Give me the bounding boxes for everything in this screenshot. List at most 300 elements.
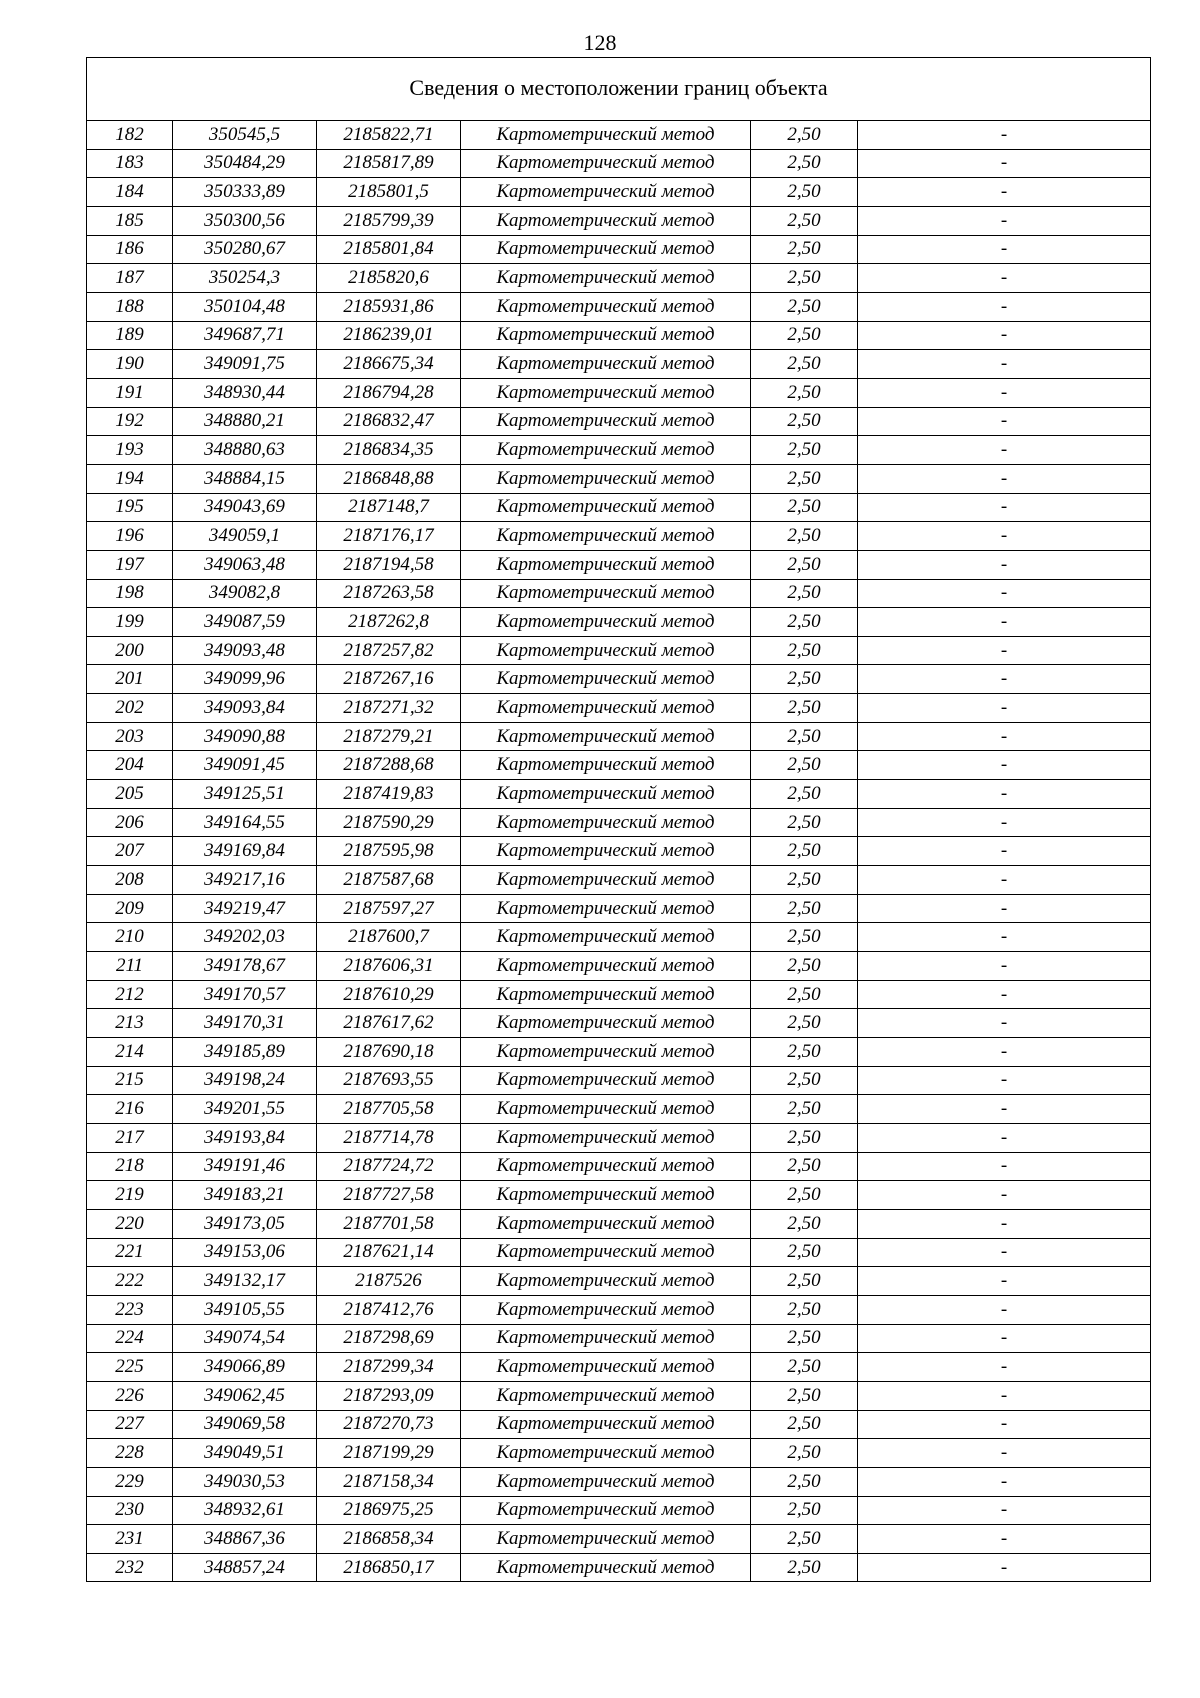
description-cell: -: [858, 1353, 1151, 1382]
y-coordinate-cell: 2187600,7: [317, 923, 461, 952]
point-number-cell: 223: [87, 1295, 173, 1324]
method-cell: Картометрический метод: [461, 149, 751, 178]
y-coordinate-cell: 2186832,47: [317, 407, 461, 436]
y-coordinate-cell: 2185801,5: [317, 178, 461, 207]
y-coordinate-cell: 2187621,14: [317, 1238, 461, 1267]
y-coordinate-cell: 2187714,78: [317, 1123, 461, 1152]
table-row: [87, 923, 1151, 952]
point-number-cell: 221: [87, 1238, 173, 1267]
description-cell: -: [858, 751, 1151, 780]
accuracy-cell: 2,50: [751, 1009, 858, 1038]
accuracy-cell: 2,50: [751, 780, 858, 809]
accuracy-cell: 2,50: [751, 321, 858, 350]
accuracy-cell: 2,50: [751, 1496, 858, 1525]
y-coordinate-cell: 2187701,58: [317, 1209, 461, 1238]
y-coordinate-cell: 2186850,17: [317, 1553, 461, 1582]
accuracy-cell: 2,50: [751, 436, 858, 465]
table-row: [87, 121, 1151, 150]
method-cell: Картометрический метод: [461, 1038, 751, 1067]
method-cell: Картометрический метод: [461, 121, 751, 150]
point-number-cell: 197: [87, 550, 173, 579]
y-coordinate-cell: 2186834,35: [317, 436, 461, 465]
point-number-cell: 184: [87, 178, 173, 207]
accuracy-cell: 2,50: [751, 350, 858, 379]
y-coordinate-cell: 2187419,83: [317, 780, 461, 809]
y-coordinate-cell: 2187617,62: [317, 1009, 461, 1038]
method-cell: Картометрический метод: [461, 1238, 751, 1267]
table-row: [87, 808, 1151, 837]
accuracy-cell: 2,50: [751, 1209, 858, 1238]
x-coordinate-cell: 348867,36: [173, 1525, 317, 1554]
point-number-cell: 217: [87, 1123, 173, 1152]
y-coordinate-cell: 2187158,34: [317, 1467, 461, 1496]
method-cell: Картометрический метод: [461, 694, 751, 723]
method-cell: Картометрический метод: [461, 407, 751, 436]
x-coordinate-cell: 349191,46: [173, 1152, 317, 1181]
method-cell: Картометрический метод: [461, 780, 751, 809]
table-row: [87, 1009, 1151, 1038]
table-row: [87, 1353, 1151, 1382]
method-cell: Картометрический метод: [461, 636, 751, 665]
x-coordinate-cell: 348884,15: [173, 464, 317, 493]
x-coordinate-cell: 349069,58: [173, 1410, 317, 1439]
description-cell: -: [858, 522, 1151, 551]
description-cell: -: [858, 378, 1151, 407]
method-cell: Картометрический метод: [461, 178, 751, 207]
table-row: [87, 1295, 1151, 1324]
method-cell: Картометрический метод: [461, 1496, 751, 1525]
table-row: [87, 235, 1151, 264]
point-number-cell: 190: [87, 350, 173, 379]
point-number-cell: 211: [87, 952, 173, 981]
table-row: [87, 751, 1151, 780]
description-cell: -: [858, 722, 1151, 751]
point-number-cell: 185: [87, 206, 173, 235]
accuracy-cell: 2,50: [751, 694, 858, 723]
description-cell: -: [858, 608, 1151, 637]
x-coordinate-cell: 349066,89: [173, 1353, 317, 1382]
description-cell: -: [858, 121, 1151, 150]
point-number-cell: 188: [87, 292, 173, 321]
accuracy-cell: 2,50: [751, 1295, 858, 1324]
table-row: [87, 1467, 1151, 1496]
x-coordinate-cell: 349099,96: [173, 665, 317, 694]
description-cell: -: [858, 149, 1151, 178]
accuracy-cell: 2,50: [751, 952, 858, 981]
y-coordinate-cell: 2187176,17: [317, 522, 461, 551]
y-coordinate-cell: 2187690,18: [317, 1038, 461, 1067]
table-row: [87, 1209, 1151, 1238]
point-number-cell: 196: [87, 522, 173, 551]
accuracy-cell: 2,50: [751, 121, 858, 150]
accuracy-cell: 2,50: [751, 1123, 858, 1152]
y-coordinate-cell: 2187412,76: [317, 1295, 461, 1324]
y-coordinate-cell: 2187606,31: [317, 952, 461, 981]
point-number-cell: 212: [87, 980, 173, 1009]
accuracy-cell: 2,50: [751, 923, 858, 952]
method-cell: Картометрический метод: [461, 579, 751, 608]
table-row: [87, 1525, 1151, 1554]
accuracy-cell: 2,50: [751, 980, 858, 1009]
x-coordinate-cell: 348930,44: [173, 378, 317, 407]
description-cell: -: [858, 464, 1151, 493]
method-cell: Картометрический метод: [461, 436, 751, 465]
point-number-cell: 230: [87, 1496, 173, 1525]
method-cell: Картометрический метод: [461, 1353, 751, 1382]
point-number-cell: 229: [87, 1467, 173, 1496]
accuracy-cell: 2,50: [751, 579, 858, 608]
description-cell: -: [858, 894, 1151, 923]
point-number-cell: 201: [87, 665, 173, 694]
x-coordinate-cell: 349170,31: [173, 1009, 317, 1038]
method-cell: Картометрический метод: [461, 1324, 751, 1353]
y-coordinate-cell: 2187705,58: [317, 1095, 461, 1124]
method-cell: Картометрический метод: [461, 321, 751, 350]
accuracy-cell: 2,50: [751, 1525, 858, 1554]
accuracy-cell: 2,50: [751, 722, 858, 751]
method-cell: Картометрический метод: [461, 722, 751, 751]
table-title-row: [87, 58, 1151, 121]
description-cell: -: [858, 1410, 1151, 1439]
table-row: [87, 665, 1151, 694]
x-coordinate-cell: 349093,84: [173, 694, 317, 723]
x-coordinate-cell: 349164,55: [173, 808, 317, 837]
method-cell: Картометрический метод: [461, 206, 751, 235]
table-row: [87, 780, 1151, 809]
accuracy-cell: 2,50: [751, 808, 858, 837]
point-number-cell: 183: [87, 149, 173, 178]
point-number-cell: 187: [87, 264, 173, 293]
point-number-cell: 214: [87, 1038, 173, 1067]
x-coordinate-cell: 349105,55: [173, 1295, 317, 1324]
table-title: Сведения о местоположении границ объекта: [87, 58, 1151, 121]
description-cell: -: [858, 321, 1151, 350]
method-cell: Картометрический метод: [461, 665, 751, 694]
point-number-cell: 202: [87, 694, 173, 723]
method-cell: Картометрический метод: [461, 1381, 751, 1410]
method-cell: Картометрический метод: [461, 1295, 751, 1324]
y-coordinate-cell: 2187724,72: [317, 1152, 461, 1181]
x-coordinate-cell: 349185,89: [173, 1038, 317, 1067]
accuracy-cell: 2,50: [751, 206, 858, 235]
y-coordinate-cell: 2187194,58: [317, 550, 461, 579]
table-row: [87, 350, 1151, 379]
x-coordinate-cell: 350280,67: [173, 235, 317, 264]
table-row: [87, 378, 1151, 407]
table-row: [87, 837, 1151, 866]
table-row: [87, 436, 1151, 465]
accuracy-cell: 2,50: [751, 1381, 858, 1410]
x-coordinate-cell: 350300,56: [173, 206, 317, 235]
method-cell: Картометрический метод: [461, 493, 751, 522]
table-row: [87, 608, 1151, 637]
description-cell: -: [858, 1066, 1151, 1095]
y-coordinate-cell: 2186239,01: [317, 321, 461, 350]
y-coordinate-cell: 2187199,29: [317, 1439, 461, 1468]
y-coordinate-cell: 2186848,88: [317, 464, 461, 493]
description-cell: -: [858, 264, 1151, 293]
accuracy-cell: 2,50: [751, 1439, 858, 1468]
x-coordinate-cell: 350484,29: [173, 149, 317, 178]
x-coordinate-cell: 349169,84: [173, 837, 317, 866]
method-cell: Картометрический метод: [461, 1553, 751, 1582]
x-coordinate-cell: 349202,03: [173, 923, 317, 952]
accuracy-cell: 2,50: [751, 1553, 858, 1582]
accuracy-cell: 2,50: [751, 1181, 858, 1210]
accuracy-cell: 2,50: [751, 464, 858, 493]
table-row: [87, 1095, 1151, 1124]
accuracy-cell: 2,50: [751, 264, 858, 293]
table-row: [87, 636, 1151, 665]
accuracy-cell: 2,50: [751, 1353, 858, 1382]
accuracy-cell: 2,50: [751, 235, 858, 264]
table-row: [87, 1267, 1151, 1296]
table-row: [87, 206, 1151, 235]
y-coordinate-cell: 2187299,34: [317, 1353, 461, 1382]
description-cell: -: [858, 980, 1151, 1009]
x-coordinate-cell: 349090,88: [173, 722, 317, 751]
point-number-cell: 227: [87, 1410, 173, 1439]
description-cell: -: [858, 1238, 1151, 1267]
method-cell: Картометрический метод: [461, 894, 751, 923]
description-cell: -: [858, 665, 1151, 694]
x-coordinate-cell: 350104,48: [173, 292, 317, 321]
accuracy-cell: 2,50: [751, 837, 858, 866]
method-cell: Картометрический метод: [461, 1439, 751, 1468]
point-number-cell: 204: [87, 751, 173, 780]
x-coordinate-cell: 349087,59: [173, 608, 317, 637]
x-coordinate-cell: 349132,17: [173, 1267, 317, 1296]
point-number-cell: 206: [87, 808, 173, 837]
table-body: [87, 121, 1151, 1582]
point-number-cell: 191: [87, 378, 173, 407]
y-coordinate-cell: 2187526: [317, 1267, 461, 1296]
method-cell: Картометрический метод: [461, 1410, 751, 1439]
description-cell: -: [858, 1553, 1151, 1582]
description-cell: -: [858, 694, 1151, 723]
point-number-cell: 215: [87, 1066, 173, 1095]
accuracy-cell: 2,50: [751, 866, 858, 895]
x-coordinate-cell: 349687,71: [173, 321, 317, 350]
y-coordinate-cell: 2187587,68: [317, 866, 461, 895]
description-cell: -: [858, 235, 1151, 264]
x-coordinate-cell: 349093,48: [173, 636, 317, 665]
table-row: [87, 1038, 1151, 1067]
point-number-cell: 208: [87, 866, 173, 895]
description-cell: -: [858, 436, 1151, 465]
method-cell: Картометрический метод: [461, 980, 751, 1009]
x-coordinate-cell: 349091,75: [173, 350, 317, 379]
y-coordinate-cell: 2187595,98: [317, 837, 461, 866]
x-coordinate-cell: 349201,55: [173, 1095, 317, 1124]
x-coordinate-cell: 349170,57: [173, 980, 317, 1009]
description-cell: -: [858, 808, 1151, 837]
accuracy-cell: 2,50: [751, 1095, 858, 1124]
point-number-cell: 226: [87, 1381, 173, 1410]
point-number-cell: 231: [87, 1525, 173, 1554]
table-row: [87, 1324, 1151, 1353]
description-cell: -: [858, 178, 1151, 207]
method-cell: Картометрический метод: [461, 292, 751, 321]
y-coordinate-cell: 2187257,82: [317, 636, 461, 665]
description-cell: -: [858, 1324, 1151, 1353]
table-row: [87, 980, 1151, 1009]
x-coordinate-cell: 349153,06: [173, 1238, 317, 1267]
x-coordinate-cell: 349183,21: [173, 1181, 317, 1210]
y-coordinate-cell: 2186975,25: [317, 1496, 461, 1525]
method-cell: Картометрический метод: [461, 1209, 751, 1238]
method-cell: Картометрический метод: [461, 550, 751, 579]
table-row: [87, 579, 1151, 608]
point-number-cell: 228: [87, 1439, 173, 1468]
x-coordinate-cell: 349043,69: [173, 493, 317, 522]
y-coordinate-cell: 2187610,29: [317, 980, 461, 1009]
description-cell: -: [858, 579, 1151, 608]
table-row: [87, 550, 1151, 579]
table-row: [87, 952, 1151, 981]
y-coordinate-cell: 2186675,34: [317, 350, 461, 379]
accuracy-cell: 2,50: [751, 1238, 858, 1267]
table-row: [87, 493, 1151, 522]
x-coordinate-cell: 349082,8: [173, 579, 317, 608]
table-row: [87, 264, 1151, 293]
point-number-cell: 205: [87, 780, 173, 809]
y-coordinate-cell: 2187597,27: [317, 894, 461, 923]
point-number-cell: 203: [87, 722, 173, 751]
description-cell: -: [858, 292, 1151, 321]
table-row: [87, 1410, 1151, 1439]
page-number: 128: [583, 30, 617, 55]
accuracy-cell: 2,50: [751, 1410, 858, 1439]
y-coordinate-cell: 2185820,6: [317, 264, 461, 293]
method-cell: Картометрический метод: [461, 1152, 751, 1181]
x-coordinate-cell: 348880,21: [173, 407, 317, 436]
method-cell: Картометрический метод: [461, 1181, 751, 1210]
accuracy-cell: 2,50: [751, 550, 858, 579]
x-coordinate-cell: 349062,45: [173, 1381, 317, 1410]
description-cell: -: [858, 1467, 1151, 1496]
accuracy-cell: 2,50: [751, 1467, 858, 1496]
point-number-cell: 194: [87, 464, 173, 493]
x-coordinate-cell: 349091,45: [173, 751, 317, 780]
x-coordinate-cell: 349173,05: [173, 1209, 317, 1238]
description-cell: -: [858, 1525, 1151, 1554]
x-coordinate-cell: 350254,3: [173, 264, 317, 293]
accuracy-cell: 2,50: [751, 608, 858, 637]
point-number-cell: 216: [87, 1095, 173, 1124]
x-coordinate-cell: 348932,61: [173, 1496, 317, 1525]
table-row: [87, 1496, 1151, 1525]
accuracy-cell: 2,50: [751, 1152, 858, 1181]
point-number-cell: 224: [87, 1324, 173, 1353]
method-cell: Картометрический метод: [461, 264, 751, 293]
description-cell: -: [858, 1209, 1151, 1238]
x-coordinate-cell: 349125,51: [173, 780, 317, 809]
method-cell: Картометрический метод: [461, 464, 751, 493]
method-cell: Картометрический метод: [461, 837, 751, 866]
y-coordinate-cell: 2187727,58: [317, 1181, 461, 1210]
accuracy-cell: 2,50: [751, 1066, 858, 1095]
x-coordinate-cell: 349217,16: [173, 866, 317, 895]
x-coordinate-cell: 349059,1: [173, 522, 317, 551]
description-cell: -: [858, 866, 1151, 895]
method-cell: Картометрический метод: [461, 235, 751, 264]
description-cell: -: [858, 923, 1151, 952]
description-cell: -: [858, 550, 1151, 579]
description-cell: -: [858, 1038, 1151, 1067]
y-coordinate-cell: 2187262,8: [317, 608, 461, 637]
point-number-cell: 209: [87, 894, 173, 923]
description-cell: -: [858, 407, 1151, 436]
accuracy-cell: 2,50: [751, 1267, 858, 1296]
table-row: [87, 321, 1151, 350]
point-number-cell: 213: [87, 1009, 173, 1038]
point-number-cell: 186: [87, 235, 173, 264]
method-cell: Картометрический метод: [461, 808, 751, 837]
point-number-cell: 198: [87, 579, 173, 608]
method-cell: Картометрический метод: [461, 378, 751, 407]
point-number-cell: 207: [87, 837, 173, 866]
method-cell: Картометрический метод: [461, 1123, 751, 1152]
table-row: [87, 866, 1151, 895]
y-coordinate-cell: 2187270,73: [317, 1410, 461, 1439]
x-coordinate-cell: 349193,84: [173, 1123, 317, 1152]
accuracy-cell: 2,50: [751, 894, 858, 923]
point-number-cell: 200: [87, 636, 173, 665]
x-coordinate-cell: 349030,53: [173, 1467, 317, 1496]
y-coordinate-cell: 2186858,34: [317, 1525, 461, 1554]
table-row: [87, 1152, 1151, 1181]
x-coordinate-cell: 350333,89: [173, 178, 317, 207]
table-row: [87, 292, 1151, 321]
table-row: [87, 464, 1151, 493]
y-coordinate-cell: 2187590,29: [317, 808, 461, 837]
y-coordinate-cell: 2187267,16: [317, 665, 461, 694]
table-row: [87, 178, 1151, 207]
accuracy-cell: 2,50: [751, 522, 858, 551]
accuracy-cell: 2,50: [751, 1324, 858, 1353]
point-number-cell: 210: [87, 923, 173, 952]
x-coordinate-cell: 349049,51: [173, 1439, 317, 1468]
y-coordinate-cell: 2187298,69: [317, 1324, 461, 1353]
description-cell: -: [858, 1123, 1151, 1152]
description-cell: -: [858, 1095, 1151, 1124]
accuracy-cell: 2,50: [751, 149, 858, 178]
method-cell: Картометрический метод: [461, 1267, 751, 1296]
x-coordinate-cell: 349063,48: [173, 550, 317, 579]
description-cell: -: [858, 1295, 1151, 1324]
boundary-coordinates-table: [86, 57, 1151, 1582]
method-cell: Картометрический метод: [461, 1095, 751, 1124]
accuracy-cell: 2,50: [751, 636, 858, 665]
y-coordinate-cell: 2187293,09: [317, 1381, 461, 1410]
point-number-cell: 193: [87, 436, 173, 465]
table-row: [87, 1553, 1151, 1582]
method-cell: Картометрический метод: [461, 1066, 751, 1095]
x-coordinate-cell: 348857,24: [173, 1553, 317, 1582]
table-row: [87, 894, 1151, 923]
description-cell: -: [858, 350, 1151, 379]
description-cell: -: [858, 1267, 1151, 1296]
table-row: [87, 694, 1151, 723]
description-cell: -: [858, 493, 1151, 522]
accuracy-cell: 2,50: [751, 493, 858, 522]
description-cell: -: [858, 1009, 1151, 1038]
point-number-cell: 218: [87, 1152, 173, 1181]
point-number-cell: 232: [87, 1553, 173, 1582]
accuracy-cell: 2,50: [751, 378, 858, 407]
y-coordinate-cell: 2185822,71: [317, 121, 461, 150]
